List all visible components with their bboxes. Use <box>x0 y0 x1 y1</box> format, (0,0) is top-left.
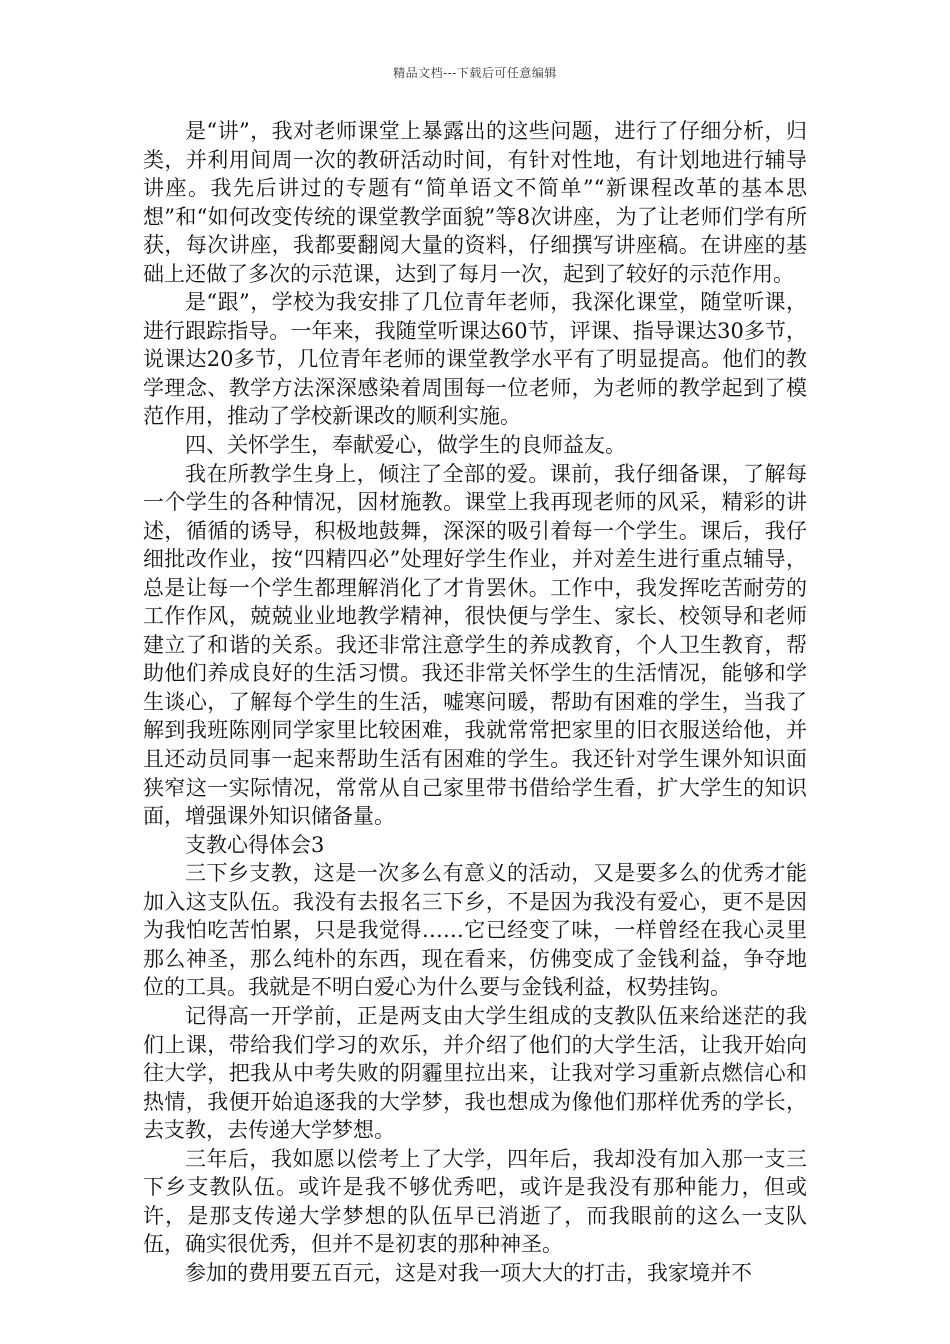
paragraph-1: 是“讲”，我对老师课堂上暴露出的这些问题，进行了仔细分析，归类，并利用间周一次的教研活动时间，有针对性地，有计划地进行辅导讲座。我先后讲过的专题有“简单语文不简单”“新课程改革的基本思想”和“如何改变传统的课堂教学面貌”等8次讲座，为了让老师们学有所获，每次讲座，我都要翻阅大量的资料，仔细撰写讲座稿。在讲座的基础上还做了多次的示范课，达到了每月一次，起到了较好的示范作用。 <box>143 119 807 286</box>
section-heading-4: 四、关怀学生，奉献爱心，做学生的良师益友。 <box>185 433 626 458</box>
essay-title-3: 支教心得体会3 <box>185 832 325 857</box>
paragraph-3: 我在所教学生身上，倾注了全部的爱。课前，我仔细备课，了解每一个学生的各种情况，因材施教。课堂上我再现老师的风采，精彩的讲述，循循的诱导，积极地鼓舞，深深的吸引着每一个学生。课后，我仔细批改作业，按“四精四必”处理好学生作业，并对差生进行重点辅导，总是让每一个学生都理解消化了才肯罢休。工作中，我发挥吃苦耐劳的工作作风，兢兢业业地教学精神，很快便与学生、家长、校领导和老师建立了和谐的关系。我还非常注意学生的养成教育，个人卫生教育，帮助他们养成良好的生活习惯。我还非常关怀学生的生活情况，能够和学生谈心，了解每个学生的生活，嘘寒问暖，帮助有困难的学生，当我了解到我班陈刚同学家里比较困难，我就常常把家里的旧衣服送给他，并且还动员同事一起来帮助生活有困难的学生。我还针对学生课外知识面狭窄这一实际情况，常常从自己家里带书借给学生看，扩大学生的知识面，增强课外知识储备量。 <box>143 461 807 829</box>
paragraph-2: 是“跟”，学校为我安排了几位青年老师，我深化课堂，随堂听课，进行跟踪指导。一年来，我随堂听课达60节，评课、指导课达30多节，说课达20多节，几位青年老师的课堂教学水平有了明显提高。他们的教学理念、教学方法深深感染着周围每一位老师，为老师的教学起到了模范作用，推动了学校新课改的顺利实施。 <box>143 290 807 429</box>
paragraph-6: 三年后，我如愿以偿考上了大学，四年后，我却没有加入那一支三下乡支教队伍。或许是我不够优秀吧，或许是我没有那种能力，但或许，是那支传递大学梦想的队伍早已消逝了，而我眼前的这么一支队伍，确实很优秀，但并不是初衷的那种神圣。 <box>143 1146 807 1257</box>
paragraph-7: 参加的费用要五百元，这是对我一项大大的打击，我家境并不 <box>185 1260 752 1285</box>
page-header: 精品文档---下载后可任意编辑 <box>393 66 557 80</box>
paragraph-4: 三下乡支教，这是一次多么有意义的活动，又是要多么的优秀才能加入这支队伍。我没有去报名三下乡，不是因为我没有爱心，更不是因为我怕吃苦怕累，只是我觉得……它已经变了味，一样曾经在我心灵里那么神圣，那么纯朴的东西，现在看来，仿佛变成了金钱利益，争夺地位的工具。我就是不明白爱心为什么要与金钱利益，权势挂钩。 <box>143 861 807 1000</box>
paragraph-5: 记得高一开学前，正是两支由大学生组成的支教队伍来给迷茫的我们上课，带给我们学习的欢乐，并介绍了他们的大学生活，让我开始向往大学，把我从中考失败的阴霾里拉出来，让我对学习重新点燃信心和热情，我便开始追逐我的大学梦，我也想成为像他们那样优秀的学长，去支教，去传递大学梦想。 <box>143 1003 807 1143</box>
document-body <box>143 117 807 1287</box>
